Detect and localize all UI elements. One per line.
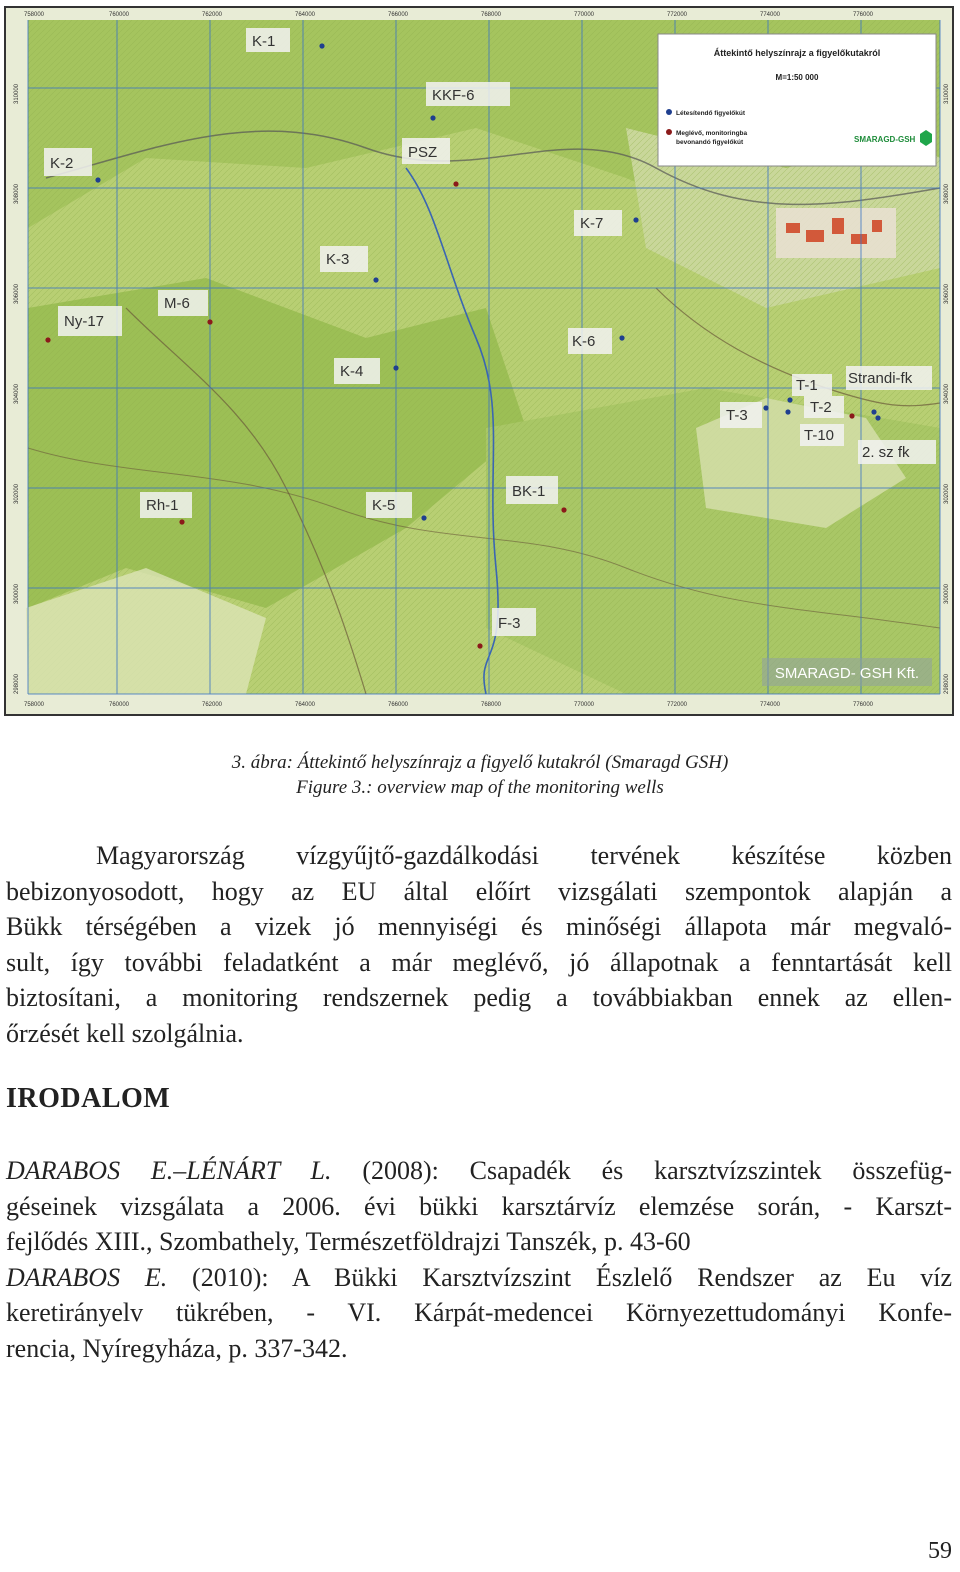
body-paragraph — [6, 838, 952, 1052]
well-label: F-3 — [498, 615, 521, 632]
well-marker-new — [785, 409, 790, 414]
overview-map — [4, 6, 954, 716]
well-label: T-10 — [804, 427, 835, 444]
well-marker-new — [319, 43, 324, 48]
watermark-text: SMARAGD- GSH Kft. — [774, 665, 920, 682]
paragraph-line: őrzését kell szolgálnia. — [6, 1018, 244, 1048]
y-tick: 302000 — [944, 483, 950, 504]
map-watermark — [762, 658, 932, 686]
paragraph-line: Bükk térségében a vizek jó mennyiségi és minőségi állapota már megvaló- — [6, 912, 952, 942]
well-marker-new — [619, 335, 624, 340]
y-tick: 304000 — [944, 383, 950, 404]
legend-brand: SMARAGD-GSH — [854, 135, 916, 144]
well-label: K-5 — [372, 497, 396, 514]
legend-existing-label: Meglévő, monitoringba — [676, 130, 748, 137]
x-tick: 762000 — [202, 12, 223, 18]
page-number: 59 — [928, 1538, 952, 1564]
well-label: 2. sz fk — [862, 444, 910, 461]
paragraph-line: sult, így további feladatként a már meglévő, jó állapotnak a fenntartását kell — [6, 947, 952, 977]
x-tick: 776000 — [853, 702, 874, 708]
y-tick: 304000 — [14, 383, 20, 404]
well-marker-new — [430, 115, 435, 120]
well-marker-existing — [179, 519, 184, 524]
well-label: PSZ — [408, 144, 438, 161]
y-tick: 302000 — [14, 483, 20, 504]
paragraph-line: biztosítani, a monitoring rendszernek pedig a továbbiakban ennek az ellen- — [6, 983, 952, 1013]
legend-existing-marker — [666, 129, 672, 135]
y-tick: 306000 — [14, 283, 20, 304]
map-figure — [6, 8, 952, 714]
reference-text: (2008): Csapadék és karsztvízszintek összefüg- — [362, 1156, 953, 1185]
x-tick: 768000 — [481, 12, 502, 18]
well-marker-existing — [477, 643, 482, 648]
well-marker-new — [763, 405, 768, 410]
reference-1-line: géseinek vizsgálata a 2006. évi bükki karsztárvíz elemzése során, - Karszt- — [6, 1191, 952, 1221]
figure-caption-en: Figure 3.: overview map of the monitoring wells — [296, 777, 664, 798]
y-tick: 308000 — [944, 183, 950, 204]
x-tick: 766000 — [388, 702, 409, 708]
y-tick: 300000 — [944, 583, 950, 604]
well-t3 — [720, 402, 769, 428]
reference-2-line — [6, 1260, 952, 1296]
x-tick: 770000 — [574, 702, 595, 708]
y-tick: 298000 — [944, 673, 950, 694]
well-marker-existing — [45, 337, 50, 342]
legend-new-marker — [666, 109, 672, 115]
y-tick: 306000 — [944, 283, 950, 304]
well-label: M-6 — [164, 295, 190, 312]
section-heading: IRODALOM — [6, 1083, 171, 1114]
well-label: Rh-1 — [146, 497, 179, 514]
well-label: KKF-6 — [432, 87, 475, 104]
well-label: K-6 — [572, 333, 596, 350]
reference-1-line — [6, 1153, 952, 1189]
well-marker-new — [393, 365, 398, 370]
x-tick: 758000 — [24, 12, 45, 18]
x-tick: 760000 — [109, 702, 130, 708]
reference-2-line: keretirányelv tükrében, - VI. Kárpát-medencei Környezettudományi Konfe- — [6, 1298, 952, 1328]
x-tick: 764000 — [295, 12, 316, 18]
x-tick: 762000 — [202, 702, 223, 708]
x-tick: 776000 — [853, 12, 874, 18]
well-marker-new — [787, 397, 792, 402]
y-tick: 308000 — [14, 183, 20, 204]
x-tick: 760000 — [109, 12, 130, 18]
well-label: T-2 — [810, 399, 832, 416]
y-tick: 310000 — [944, 83, 950, 104]
legend-existing-label-2: bevonandó figyelőkút — [676, 139, 744, 146]
legend-scale: M=1:50 000 — [775, 73, 819, 82]
map-legend — [658, 34, 936, 166]
y-tick: 298000 — [14, 673, 20, 694]
well-marker-new — [373, 277, 378, 282]
x-tick: 758000 — [24, 702, 45, 708]
x-tick: 770000 — [574, 12, 595, 18]
well-marker-new — [871, 409, 876, 414]
well-label: K-1 — [252, 33, 276, 50]
well-marker-existing — [561, 507, 566, 512]
reference-list — [6, 1153, 952, 1367]
paragraph-line: bebizonyosodott, hogy az EU által előírt vizsgálati szempontok alapján a — [6, 876, 952, 906]
well-marker-new — [95, 177, 100, 182]
well-label: Strandi-fk — [848, 370, 913, 387]
y-tick: 310000 — [14, 83, 20, 104]
town-block — [776, 208, 896, 258]
legend-title: Áttekintő helyszínrajz a figyelőkutakról — [713, 48, 881, 58]
reference-author: DARABOS E. — [6, 1262, 168, 1292]
figure-caption-hu: 3. ábra: Áttekintő helyszínrajz a figyelő kutakról (Smaragd GSH) — [231, 752, 729, 773]
well-marker-new — [633, 217, 638, 222]
well-label: T-1 — [796, 377, 818, 394]
well-label: Ny-17 — [64, 313, 105, 330]
reference-author: DARABOS E.–LÉNÁRT L. — [6, 1156, 332, 1185]
reference-1-line: fejlődés XIII., Szombathely, Természetföldrajzi Tanszék, p. 43-60 — [6, 1227, 691, 1257]
well-marker-new — [875, 415, 880, 420]
well-label: K-4 — [340, 363, 364, 380]
legend-new-label: Létesítendő figyelőkút — [676, 110, 745, 117]
well-label: K-2 — [50, 155, 74, 172]
well-marker-new — [421, 515, 426, 520]
x-tick: 764000 — [295, 702, 316, 708]
well-label: K-7 — [580, 215, 604, 232]
well-label: K-3 — [326, 251, 350, 268]
x-tick: 774000 — [760, 702, 781, 708]
paragraph-line: Magyarország vízgyűjtő-gazdálkodási tervének készítése közben — [96, 841, 952, 870]
well-marker-existing — [849, 413, 854, 418]
well-label: T-3 — [726, 407, 748, 424]
well-marker-existing — [207, 319, 212, 324]
well-marker-existing — [453, 181, 458, 186]
y-tick: 300000 — [14, 583, 20, 604]
reference-2-line: rencia, Nyíregyháza, p. 337-342. — [6, 1333, 348, 1363]
x-tick: 774000 — [760, 12, 781, 18]
reference-text: (2010): A Bükki Karsztvízszint Észlelő Rendszer az Eu víz — [192, 1262, 952, 1292]
x-tick: 766000 — [388, 12, 409, 18]
x-tick: 768000 — [481, 702, 502, 708]
x-tick: 772000 — [667, 12, 688, 18]
well-label: BK-1 — [512, 483, 546, 500]
x-tick: 772000 — [667, 702, 688, 708]
